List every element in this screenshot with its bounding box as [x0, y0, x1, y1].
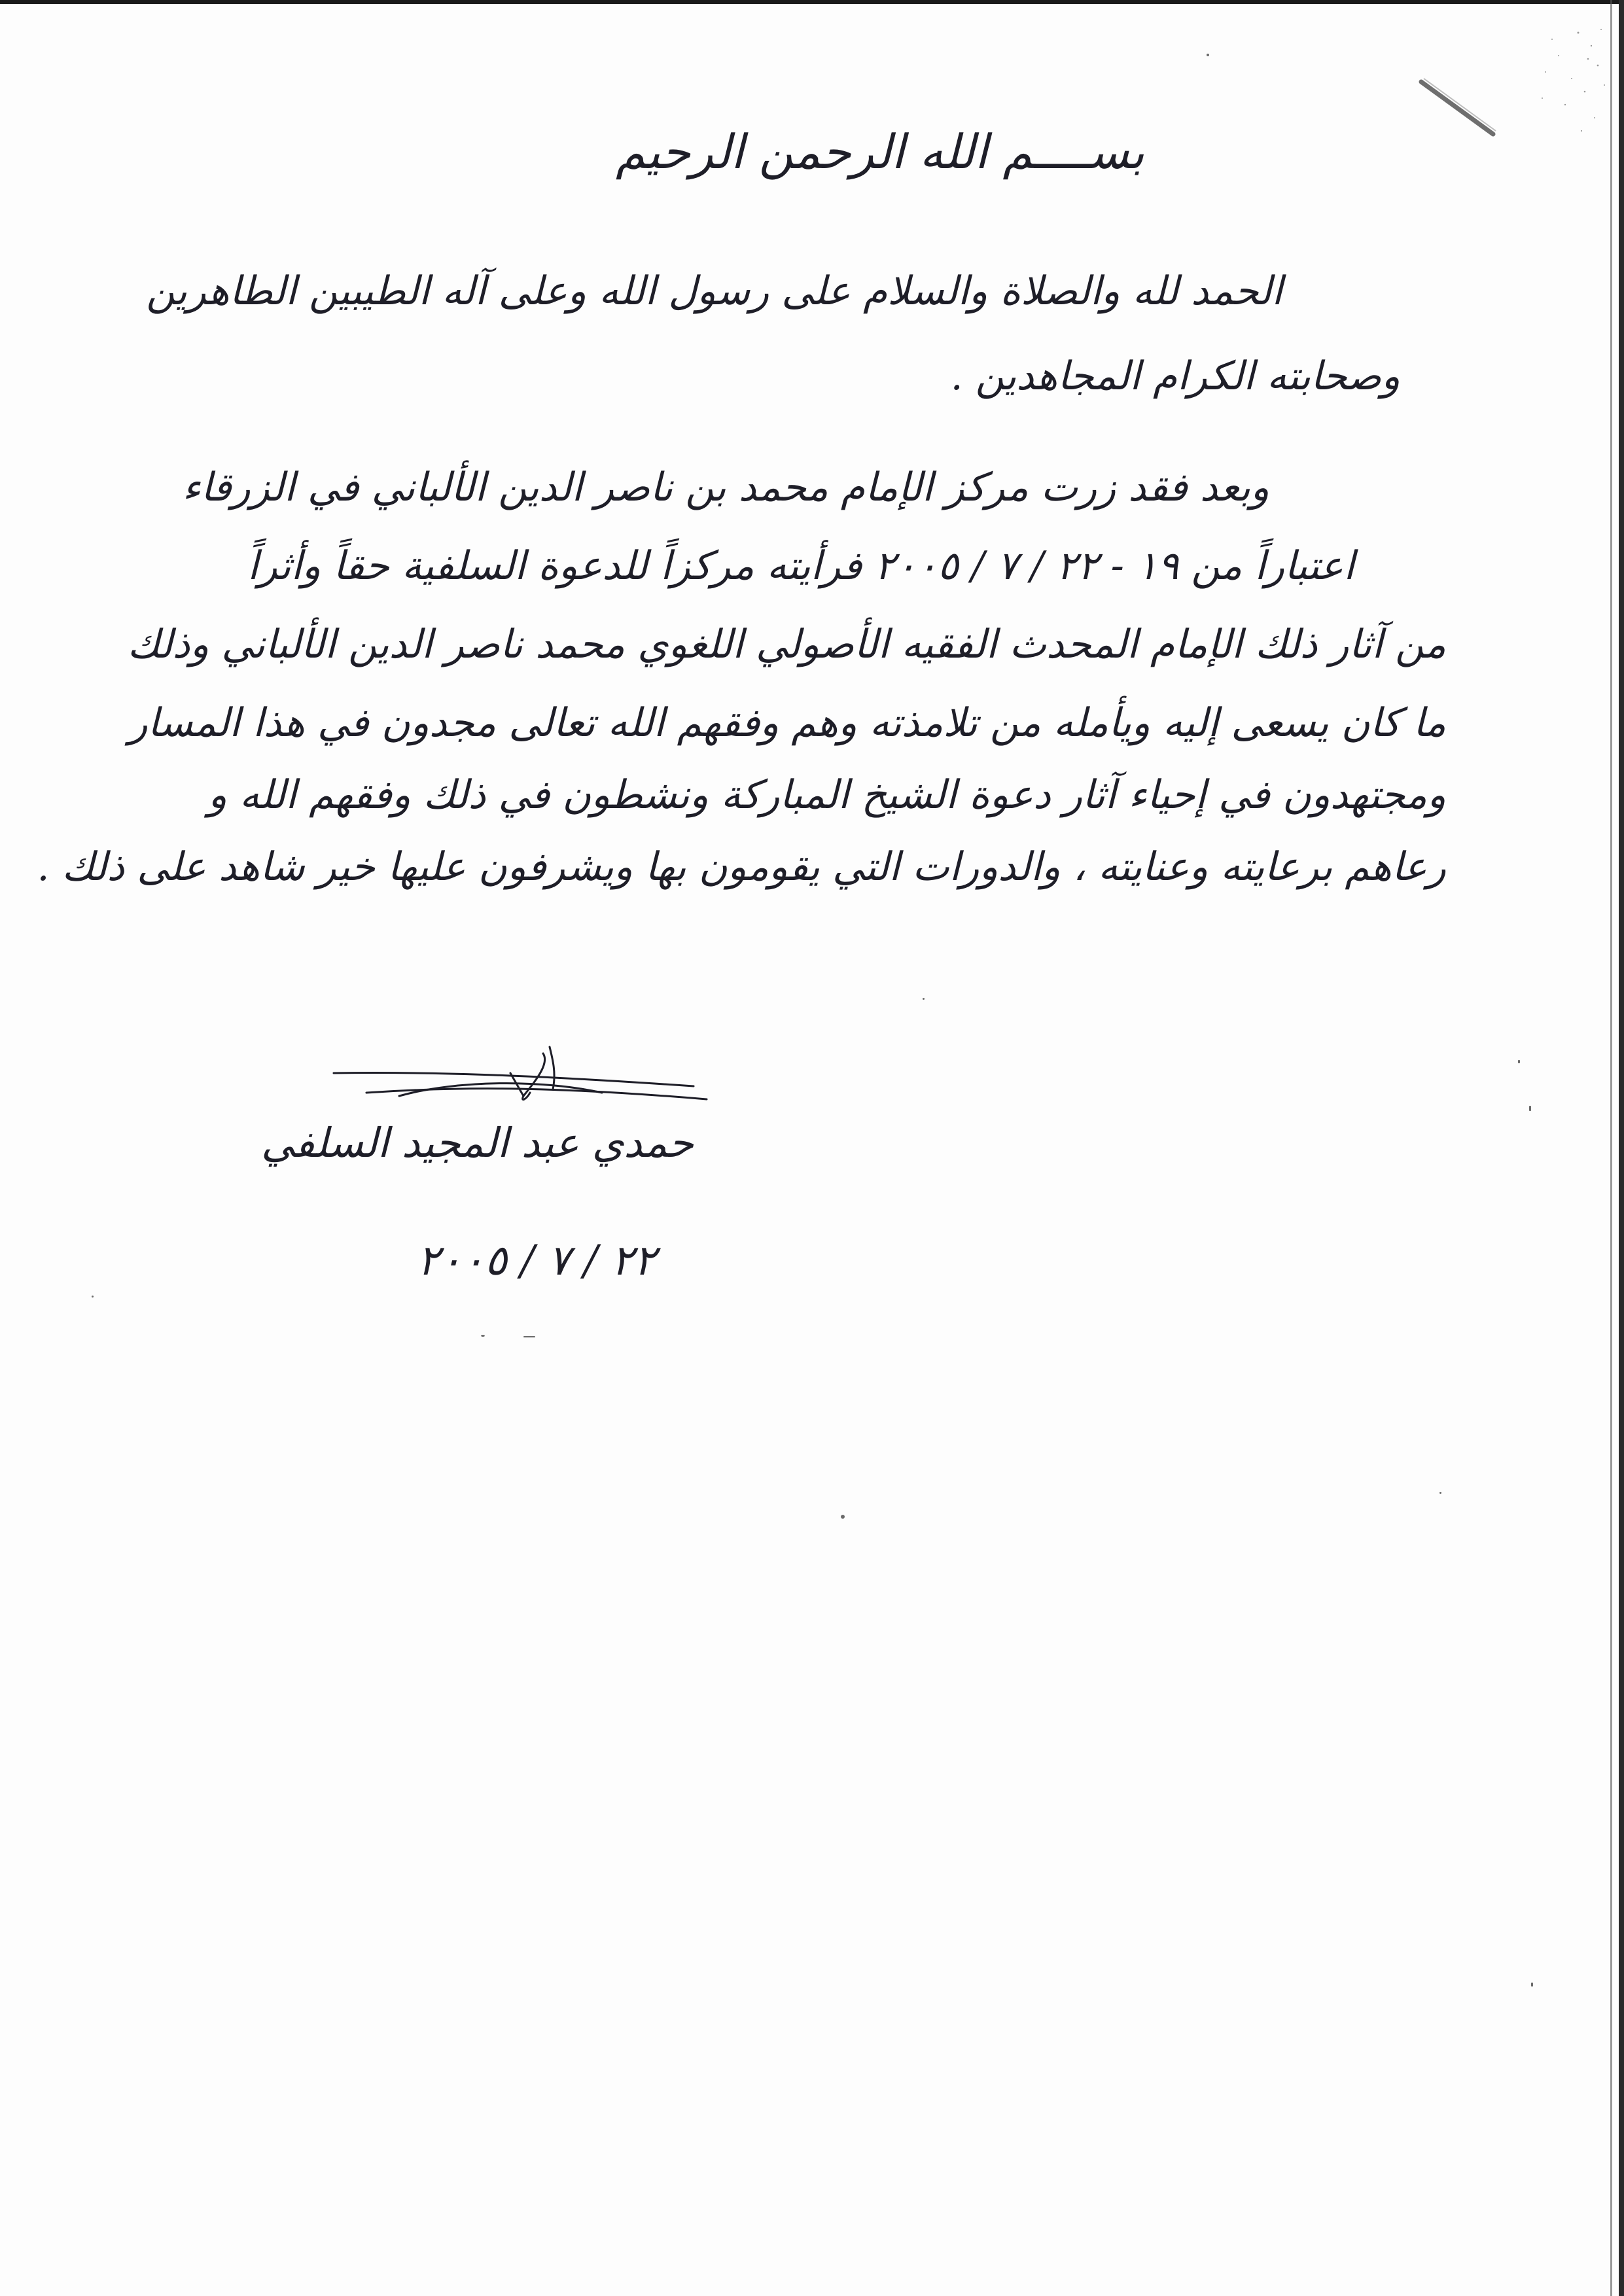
basmala-heading: بســــم الله الرحمن الرحيم: [615, 124, 1145, 179]
scan-edge-shadow: [1610, 0, 1612, 2296]
letter-line: رعاهم برعايته وعنايته ، والدورات التي يقومون بها ويشرفون عليها خير شاهد على ذلك .: [37, 844, 1446, 890]
signer-name: حمدي عبد المجيد السلفي: [261, 1119, 694, 1167]
scan-speck: [481, 1335, 485, 1337]
letter-line: اعتباراً من ١٩ - ٢٢ / ٧ / ٢٠٠٥ فرأيته مركزاً للدعوة السلفية حقاً وأثراً: [247, 543, 1354, 589]
letter-line: الحمد لله والصلاة والسلام على رسول الله وعلى آله الطيبين الطاهرين: [146, 268, 1282, 314]
signature-date: ٢٢ / ٧ / ٢٠٠٥: [417, 1237, 656, 1285]
scan-speck: [1518, 1060, 1520, 1063]
staple-mark: [1415, 72, 1500, 144]
scan-edge-top: [0, 0, 1624, 4]
letter-line: ومجتهدون في إحياء آثار دعوة الشيخ المباركة ونشطون في ذلك وفقهم الله و: [208, 772, 1446, 818]
letter-line: وصحابته الكرام المجاهدين .: [950, 353, 1400, 399]
scan-speck: [841, 1515, 845, 1519]
scan-speck: [1529, 1106, 1531, 1111]
scan-speck: [1207, 54, 1209, 56]
letter-line: ما كان يسعى إليه ويأمله من تلامذته وهم وفقهم الله تعالى مجدون في هذا المسار: [128, 700, 1446, 746]
scan-speck: [523, 1336, 535, 1337]
scan-speck: [1439, 1492, 1441, 1494]
scan-edge-right: [1619, 0, 1624, 2296]
scan-speck: [1531, 1983, 1533, 1987]
scan-speck: [92, 1296, 94, 1298]
letter-line: وبعد فقد زرت مركز الإمام محمد بن ناصر الدين الألباني في الزرقاء: [182, 465, 1269, 510]
letter-line: من آثار ذلك الإمام المحدث الفقيه الأصولي اللغوي محمد ناصر الدين الألباني وذلك: [127, 622, 1446, 667]
scan-speck: [923, 998, 925, 1000]
scan-noise-corner: [1480, 20, 1611, 150]
